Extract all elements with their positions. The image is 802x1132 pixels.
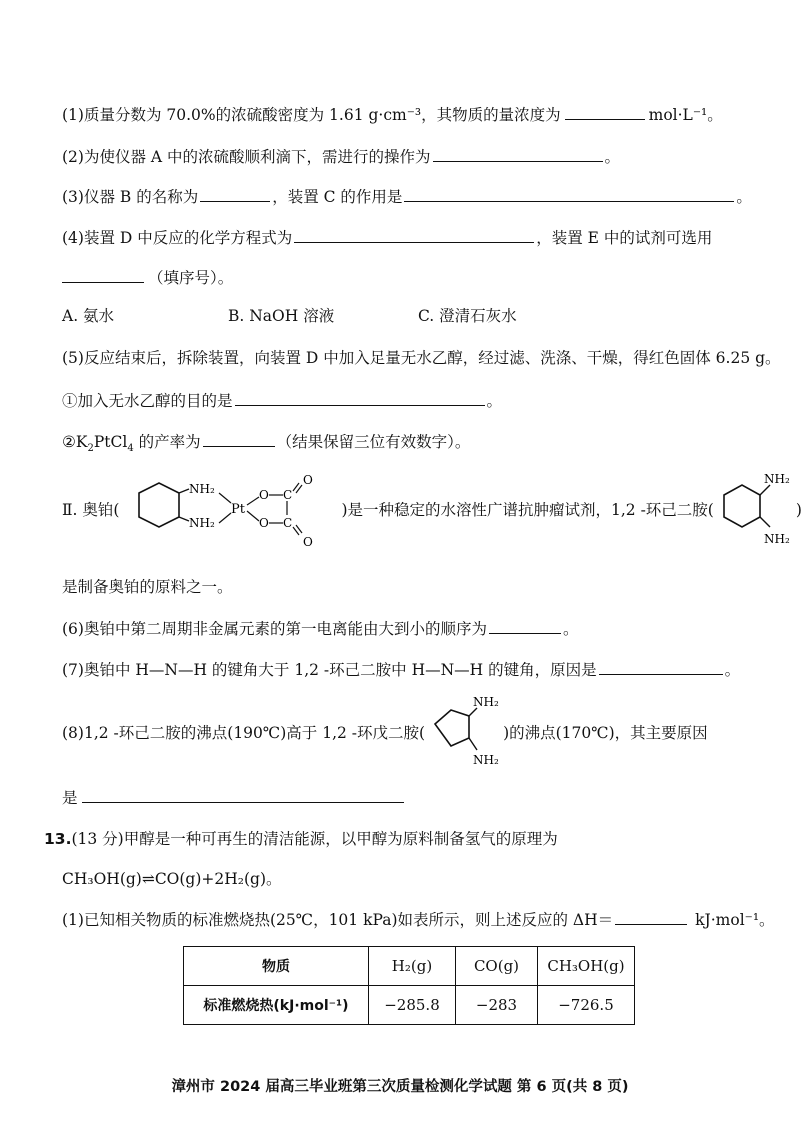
question-8-mid: )的沸点(170℃)，其主要原因 [503, 724, 708, 742]
punctuation: 。 [724, 661, 741, 679]
option-b: B. NaOH 溶液 [228, 307, 335, 325]
table-row [184, 986, 635, 1025]
bond [219, 493, 231, 503]
answer-blank[interactable] [82, 786, 404, 803]
answer-blank[interactable] [433, 145, 603, 162]
option-a: A. 氨水 [62, 307, 115, 325]
question-4-cont-text: （填序号）。 [148, 269, 234, 287]
part-2-intro [62, 470, 802, 550]
question-7 [62, 658, 760, 681]
table-cell: −283 [456, 986, 538, 1025]
question-5-2 [62, 430, 760, 460]
bond [247, 511, 259, 521]
answer-blank[interactable] [294, 226, 534, 243]
question-1-text: (1)质量分数为 70.0%的浓硫酸密度为 1.61 g·cm⁻³，其物质的量浓度为 [62, 106, 561, 124]
o-label: O [259, 488, 270, 502]
c-label: C [283, 488, 293, 502]
question-3-mid: ，装置 C 的作用是 [272, 188, 403, 206]
unit-text: mol·L⁻¹。 [648, 106, 723, 124]
cyclopentane-ring [435, 710, 469, 746]
unit-text: kJ·mol⁻¹。 [695, 911, 775, 929]
question-13-1-text: (1)已知相关物质的标准燃烧热(25℃，101 kPa)如表所示，则上述反应的 ΔH＝ [62, 911, 614, 929]
question-8 [62, 693, 760, 773]
question-13-text: (13 分)甲醇是一种可再生的清洁能源，以甲醇为原料制备氢气的原理为 [71, 830, 558, 848]
cyclohexanediamine-structure-icon [714, 471, 796, 551]
question-5: (5)反应结束后，拆除装置，向装置 D 中加入足量无水乙醇，经过滤、洗涤、干燥，得红色固体 6.25 g。 [62, 349, 781, 367]
o-label: O [303, 535, 314, 549]
question-8-cont-text: 是 [62, 789, 78, 807]
page-footer: 漳州市 2024 届高三毕业班第三次质量检测化学试题 第 6 页(共 8 页) [171, 1079, 629, 1095]
question-2 [62, 145, 760, 168]
subscript: 2 [87, 443, 94, 455]
formula-k: ②K [62, 433, 88, 451]
question-1 [62, 103, 760, 126]
question-6-text: (6)奥铂中第二周期非金属元素的第一电离能由大到小的顺序为 [62, 620, 487, 638]
part-2-cont: 是制备奥铂的原料之一。 [62, 578, 233, 596]
part-2-end: ) [795, 501, 802, 519]
question-5-1 [62, 389, 760, 412]
punctuation: 。 [604, 148, 621, 166]
subscript: 4 [127, 443, 134, 455]
part-2-mid: )是一种稳定的水溶性广谱抗肿瘤试剂，1,2 -环己二胺( [341, 501, 714, 519]
question-7-text: (7)奥铂中 H—N—H 的键角大于 1,2 -环己二胺中 H—N—H 的键角，原因是 [62, 661, 597, 679]
nh2-label: NH₂ [473, 753, 499, 767]
question-4-mid: ，装置 E 中的试剂可选用 [536, 229, 713, 247]
nh2-label: NH₂ [189, 482, 216, 496]
table-header-cell: CO(g) [456, 947, 538, 986]
table-header-cell: 物质 [184, 947, 369, 986]
answer-blank[interactable] [62, 266, 144, 283]
answer-blank[interactable] [235, 389, 485, 406]
bond [469, 708, 477, 716]
oxaliplatin-structure-icon [119, 471, 341, 551]
bond [760, 485, 770, 495]
nh2-label: NH₂ [763, 532, 790, 546]
table-header-cell: H₂(g) [369, 947, 456, 986]
cyclohexane-ring [139, 483, 179, 527]
punctuation: 。 [562, 620, 579, 638]
question-8-text: (8)1,2 -环己二胺的沸点(190℃)高于 1,2 -环戊二胺( [62, 724, 426, 742]
cyclopentanediamine-structure-icon [425, 694, 503, 774]
table-cell: −285.8 [369, 986, 456, 1025]
question-4-cont [62, 266, 760, 289]
pt-label: Pt [231, 502, 246, 517]
question-8-cont [62, 786, 760, 809]
punctuation: 。 [486, 392, 503, 410]
option-c: C. 澄清石灰水 [418, 307, 517, 325]
question-3-text: (3)仪器 B 的名称为 [62, 188, 199, 206]
question-13 [44, 828, 760, 850]
o-label: O [303, 473, 314, 487]
nh2-label: NH₂ [763, 472, 790, 486]
answer-blank[interactable] [200, 185, 270, 202]
reaction-equation: CH₃OH(g)⇌CO(g)+2H₂(g)。 [62, 870, 282, 888]
question-5-2-text: 的产率为 [133, 433, 201, 451]
bond [469, 738, 477, 750]
nh2-label: NH₂ [189, 516, 216, 530]
nh2-label: NH₂ [473, 695, 499, 709]
question-5-1-text: ①加入无水乙醇的目的是 [62, 392, 233, 410]
bond [179, 489, 189, 493]
table-cell: 标准燃烧热(kJ·mol⁻¹) [184, 986, 369, 1025]
bond [179, 517, 189, 521]
answer-blank[interactable] [489, 617, 561, 634]
answer-blank[interactable] [203, 430, 275, 447]
punctuation: 。 [736, 188, 752, 206]
part-2-lead: Ⅱ. 奥铂( [62, 501, 120, 519]
table-header-row [184, 947, 635, 986]
answer-blank[interactable] [565, 103, 645, 120]
answer-blank[interactable] [599, 658, 723, 675]
table-cell: −726.5 [538, 986, 635, 1025]
question-13-number: 13. [44, 830, 72, 848]
question-6 [62, 617, 760, 640]
table-header-cell: CH₃OH(g) [538, 947, 635, 986]
c-label: C [283, 516, 293, 530]
question-13-1 [62, 908, 775, 931]
o-label: O [259, 516, 270, 530]
question-2-text: (2)为使仪器 A 中的浓硫酸顺利滴下，需进行的操作为 [62, 148, 431, 166]
question-4-text: (4)装置 D 中反应的化学方程式为 [62, 229, 293, 247]
bond [219, 513, 231, 523]
bond [247, 497, 259, 505]
question-5-2-end: （结果保留三位有效数字）。 [276, 433, 471, 451]
answer-blank[interactable] [615, 908, 687, 925]
question-3 [62, 185, 760, 208]
cyclohexane-ring [724, 485, 760, 527]
combustion-heat-table [183, 946, 635, 1025]
formula-ptcl: PtCl [93, 433, 128, 451]
question-4 [62, 226, 760, 249]
answer-blank[interactable] [404, 185, 734, 202]
bond [760, 517, 770, 527]
